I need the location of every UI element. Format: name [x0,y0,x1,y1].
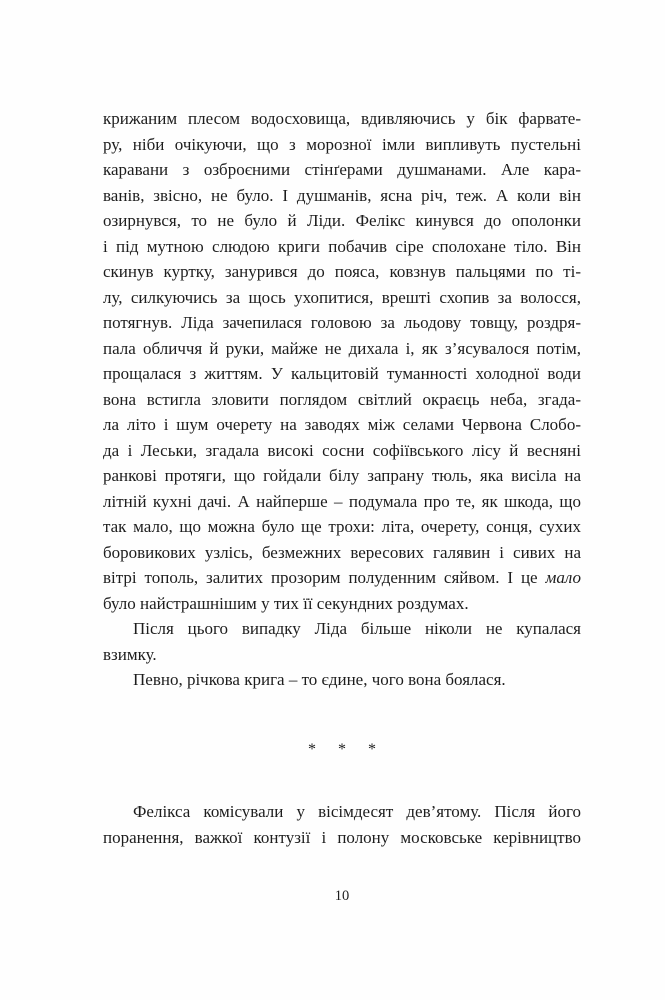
text-line [103,565,581,591]
text-line: ру, ніби очікуючи, що з морозної імли випливуть пустельні [103,134,581,154]
text-line: каравани з озброєними стінґерами душманами. Але кара- [103,160,581,179]
text-line: прощалася з життям. У кальцитовій туманності холодної води [103,364,581,383]
text-line: ла літо і шум очерету на заводях між селами Червона Слобо- [103,415,581,434]
text-line: поранення, важкої контузії і полону московське керівництво [103,827,581,847]
text-line: боровикових узлісь, безмежних вересових галявин і сивих на [103,542,581,562]
text-line: скинув куртку, занурився до пояса, ковзнув пальцями по ті- [103,262,581,281]
text-line: лу, силкуючись за щось ухопитися, врешті схопив за волосся, [103,287,581,307]
text-line: було найстрашнішим у тих її секундних роздумах. [103,593,469,613]
text-line-part: вітрі тополь, залитих прозорим полуденним сяйвом. І це [103,568,538,587]
text-line: да і Леськи, згадала високі сосни софіївського лісу й весняні [103,440,581,460]
text-line: взимку. [103,644,157,664]
text-line: ванів, звісно, не було. І душманів, ясна річ, теж. А коли він [103,185,581,205]
emphasized-word: мало [545,568,582,587]
page-number: 10 [334,888,350,904]
text-line: озирнувся, то не було й Ліди. Фелікс кинувся до ополонки [103,211,581,230]
text-line: Після цього випадку Ліда більше ніколи не купалася [133,619,581,638]
section-separator: * * * [308,740,385,758]
text-line: вона встигла зловити поглядом світлий окраєць неба, згада- [103,389,581,409]
text-line: пала обличчя й руки, майже не дихала і, як з’ясувалося потім, [103,338,581,358]
text-line: і під мутною слюдою криги побачив сіре сполохане тіло. Він [103,236,581,256]
text-line: літній кухні дачі. А найперше – подумала про те, як шкода, що [103,491,581,511]
text-line: крижаним плесом водосховища, вдивляючись у бік фарвате- [103,109,581,128]
text-line: так мало, що можна було ще трохи: літа, очерету, сонця, сухих [103,517,581,536]
text-line: Фелікса комісували у вісімдесят дев’ятому. Після його [133,802,581,821]
text-line: потягнув. Ліда зачепилася головою за льодову товщу, роздря- [103,313,581,332]
body-text [103,106,581,850]
text-line: ранкові протяги, що гойдали білу запрану тюль, яка висіла на [103,466,581,485]
text-line: Певно, річкова крига – то єдине, чого вона боялася. [133,670,506,689]
